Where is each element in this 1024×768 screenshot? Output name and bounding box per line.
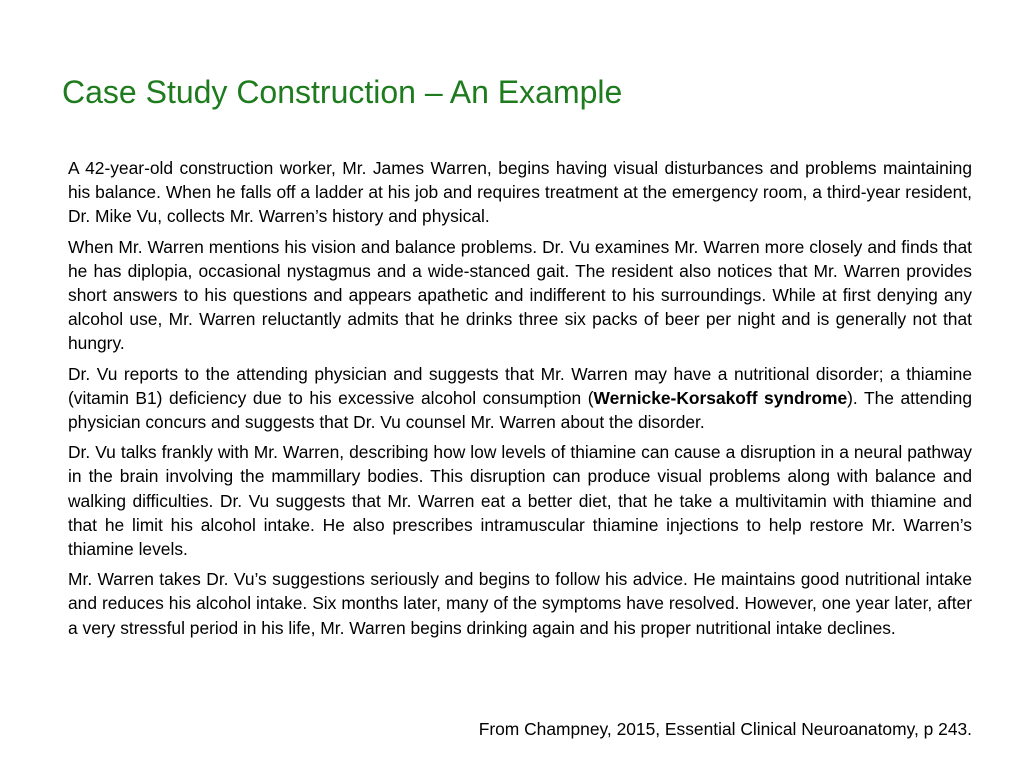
- paragraph-text: A 42-year-old construction worker, Mr. James Warren, begins having visual disturbances and problems maintaining his balance. When he falls off a ladder at his job and requires treatment at the emergency room, a third-year resident, Dr. Mike Vu, collects Mr. Warren’s history and physical.: [68, 158, 972, 227]
- paragraph-examination: [68, 235, 972, 356]
- paragraph-text: Mr. Warren takes Dr. Vu’s suggestions seriously and begins to follow his advice. He maintains good nutritional intake and reduces his alcohol intake. Six months later, many of the symptoms have resolved. However, one year later, after a very stressful period in his life, Mr. Warren begins drinking again and his proper nutritional intake declines.: [68, 569, 972, 638]
- syndrome-term: Wernicke-Korsakoff syndrome: [593, 387, 848, 408]
- slide-title: Case Study Construction – An Example: [62, 74, 623, 110]
- citation: From Champney, 2015, Essential Clinical Neuroanatomy, p 243.: [478, 719, 972, 739]
- paragraph-text: Dr. Vu reports to the attending physician and suggests that Mr. Warren may have a nutritional disorder; a thiamine (vitamin B1) deficiency due to his excessive alcohol consumption (: [68, 363, 972, 408]
- paragraph-outcome: [68, 567, 972, 640]
- paragraph-text: ). The attending physician concurs and suggests that Dr. Vu counsel Mr. Warren about the disorder.: [68, 387, 973, 433]
- slide-body: [68, 156, 972, 646]
- paragraph-text: When Mr. Warren mentions his vision and balance problems. Dr. Vu examines Mr. Warren more closely and finds that he has diplopia, occasional nystagmus and a wide-stanced gait. The resident also notices that Mr. Warren provides short answers to his questions and appears apathetic and indifferent to his surroundings. While at first denying any alcohol use, Mr. Warren reluctantly admits that he drinks three six packs of beer per night and is generally not that hungry.: [68, 236, 972, 354]
- paragraph-diagnosis: [68, 362, 972, 435]
- paragraph-counseling: [68, 440, 972, 561]
- paragraph-intro: [68, 156, 972, 229]
- paragraph-text: Dr. Vu talks frankly with Mr. Warren, describing how low levels of thiamine can cause a disruption in a neural pathway in the brain involving the mammillary bodies. This disruption can produce visual problems along with balance and walking difficulties. Dr. Vu suggests that Mr. Warren eat a better diet, that he take a multivitamin with thiamine and that he limit his alcohol intake. He also prescribes intramuscular thiamine injections to help restore Mr. Warren’s thiamine levels.: [68, 442, 972, 560]
